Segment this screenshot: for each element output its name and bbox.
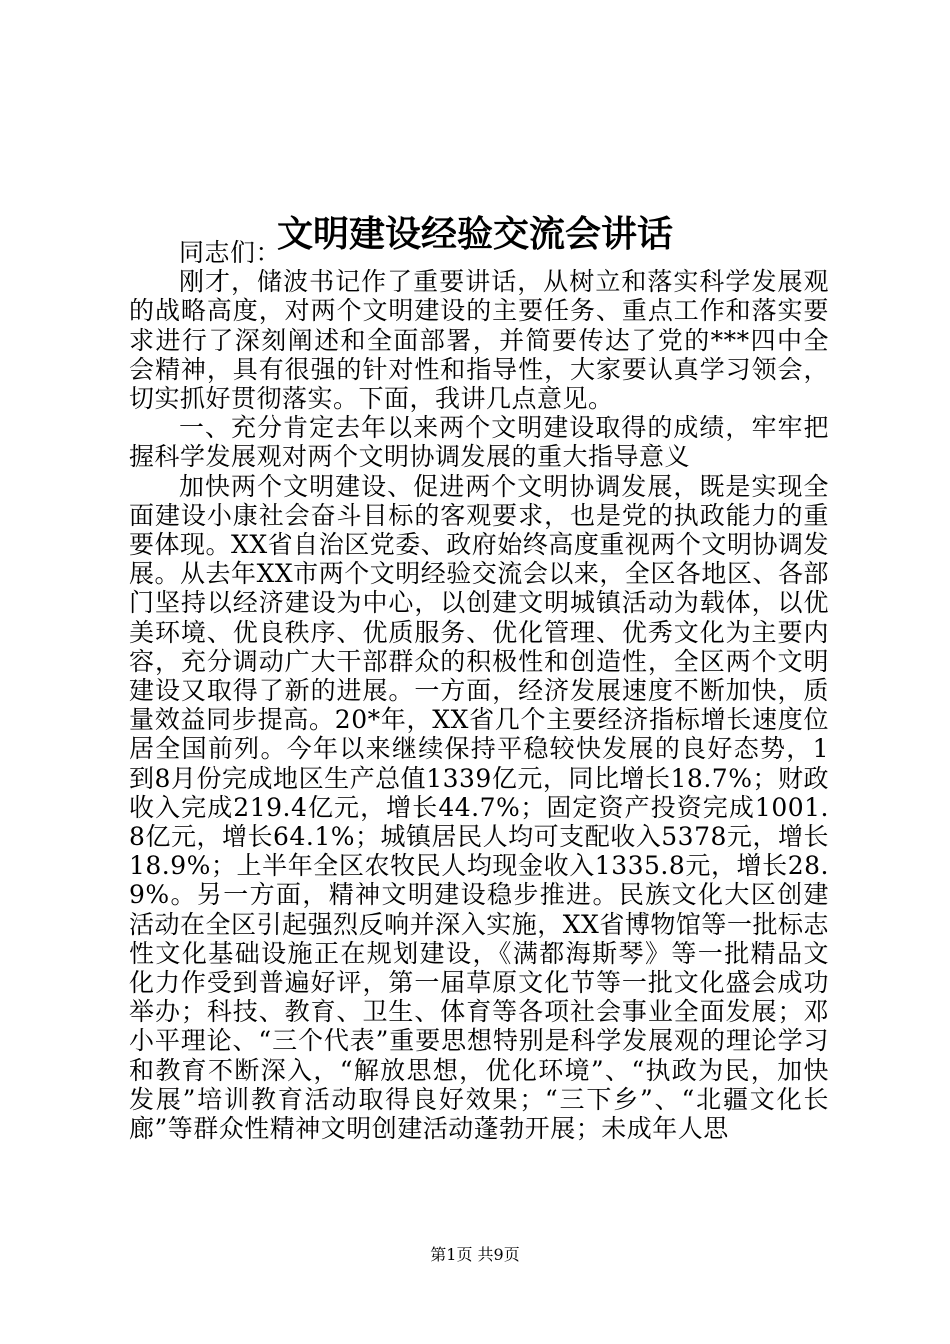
salutation-paragraph: 同志们： [179, 238, 282, 267]
page-footer [0, 1244, 950, 1266]
section-heading-paragraph: 一、充分肯定去年以来两个文明建设取得的成绩，牢牢把握科学发展观对两个文明协调发展的重大指导意义 [129, 413, 829, 472]
document-title: 文明建设经验交流会讲话 [276, 213, 673, 256]
intro-paragraph: 刚才，储波书记作了重要讲话，从树立和落实科学发展观的战略高度，对两个文明建设的主要任务、重点工作和落实要求进行了深刻阐述和全面部署，并简要传达了党的***四中全会精神，具有很强的针对性和指导性，大家要认真学习领会，切实抓好贯彻落实。下面，我讲几点意见。 [129, 267, 829, 414]
page-number-label: 第1页 共9页 [430, 1245, 520, 1264]
body-paragraph: 加快两个文明建设、促进两个文明协调发展，既是实现全面建设小康社会奋斗目标的客观要求，也是党的执政能力的重要体现。XX省自治区党委、政府始终高度重视两个文明协调发展。从去年XX市两个文明经验交流会以来，全区各地区、各部门坚持以经济建设为中心，以创建文明城镇活动为载体，以优美环境、优良秩序、优质服务、优化管理、优秀文化为主要内容，充分调动广大干部群众的积极性和创造性，全区两个文明建设又取得了新的进展。一方面，经济发展速度不断加快，质量效益同步提高。20*年，XX省几个主要经济指标增长速度位居全国前列。今年以来继续保持平稳较快发展的良好态势，1到8月份完成地区生产总值1339亿元，同比增长18.7%；财政收入完成219.4亿元，增长44.7%；固定资产投资完成1001.8亿元，增长64.1%；城镇居民人均可支配收入5378元，增长18.9%；上半年全区农牧民人均现金收入1335.8元，增长28.9%。另一方面，精神文明建设稳步推进。民族文化大区创建活动在全区引起强烈反响并深入实施，XX省博物馆等一批标志性文化基础设施正在规划建设，《满都海斯琴》等一批精品文化力作受到普遍好评，第一届草原文化节等一批文化盛会成功举办；科技、教育、卫生、体育等各项社会事业全面发展；邓小平理论、“三个代表”重要思想特别是科学发展观的理论学习和教育不断深入，“解放思想，优化环境”、“执政为民，加快发展”培训教育活动取得良好效果；“三下乡”、“北疆文化长廊”等群众性精神文明创建活动蓬勃开展；未成年人思 [129, 471, 829, 1144]
document-body [129, 238, 829, 1143]
